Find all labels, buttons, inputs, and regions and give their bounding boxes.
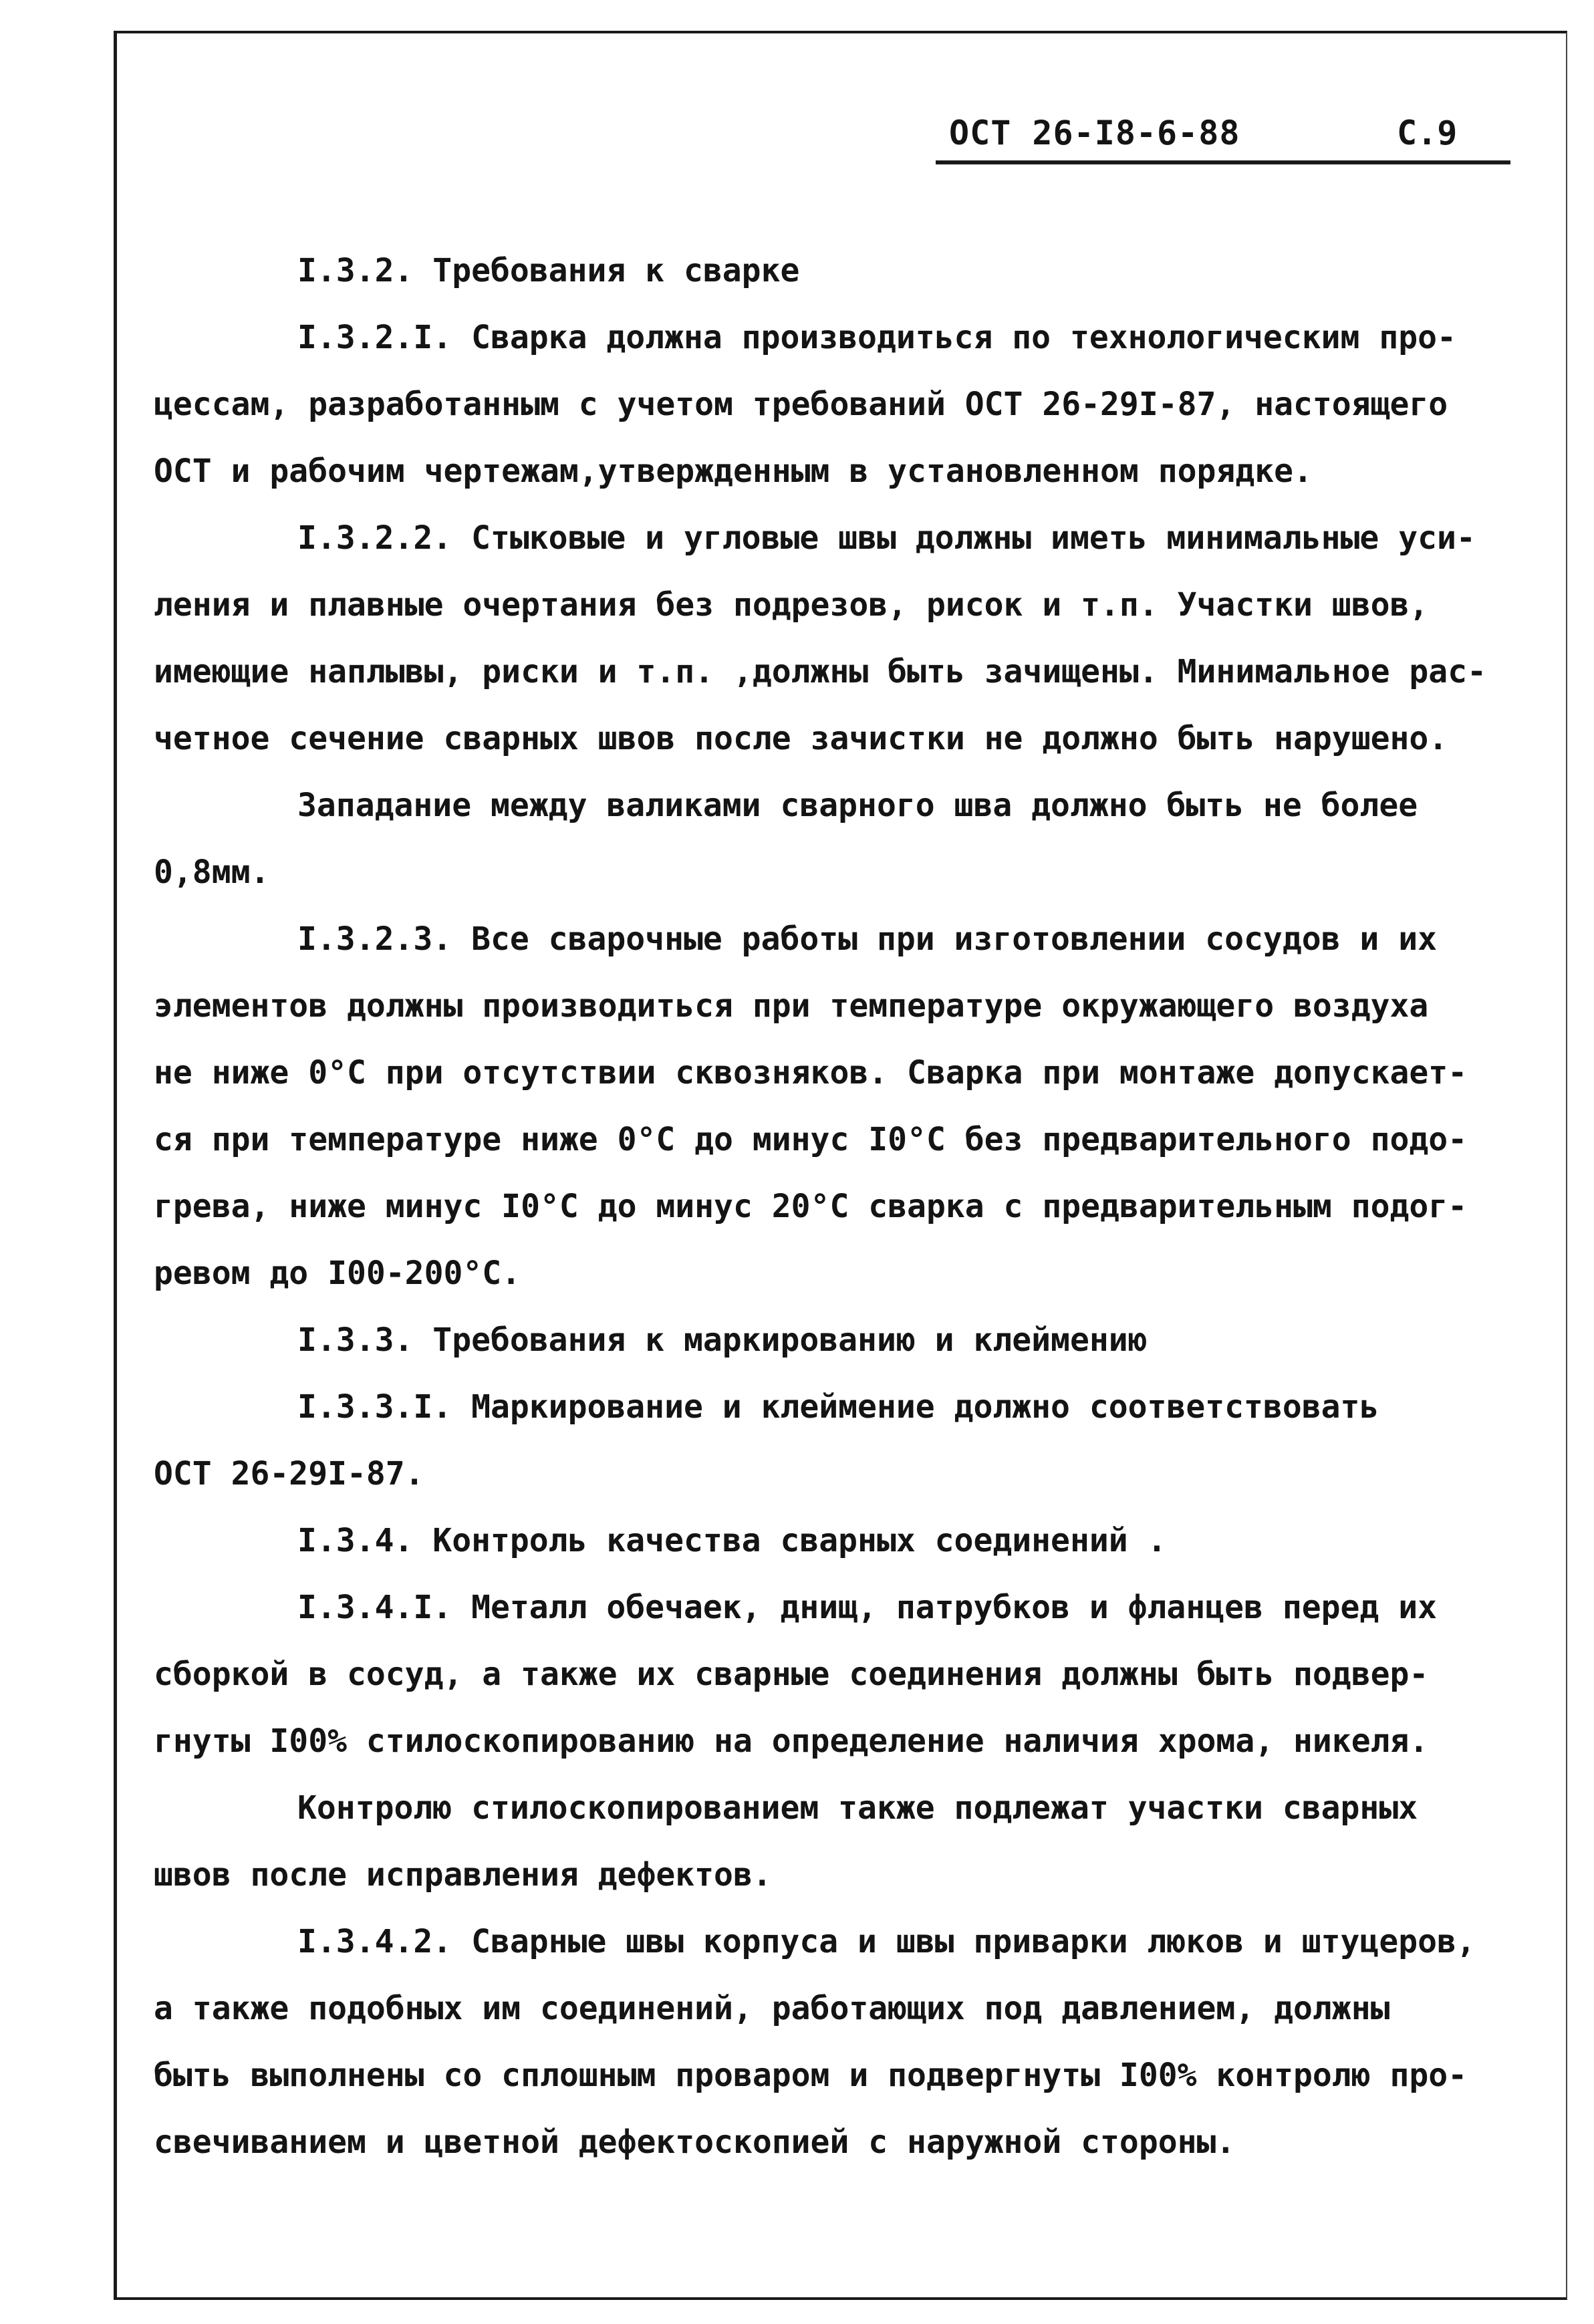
text-line: ОСТ 26-29I-87. bbox=[154, 1455, 424, 1493]
text-line: не ниже 0°С при отсутствии сквозняков. Сварка при монтаже допускает- bbox=[154, 1054, 1468, 1091]
document-body bbox=[154, 237, 1517, 2176]
text-line: сборкой в сосуд, а также их сварные соединения должны быть подвер- bbox=[154, 1656, 1429, 1693]
text-line: I.3.2.2. Стыковые и угловые швы должны иметь минимальные уси- bbox=[297, 519, 1476, 557]
page-header bbox=[936, 107, 1510, 164]
text-line: 0,8мм. bbox=[154, 854, 270, 891]
text-line: ревом до I00-200°С. bbox=[154, 1255, 521, 1292]
text-line: I.3.4.2. Сварные швы корпуса и швы приварки люков и штуцеров, bbox=[297, 1923, 1476, 1960]
section-heading: I.3.4. Контроль качества сварных соединений . bbox=[297, 1522, 1167, 1559]
text-line: I.3.2.I. Сварка должна производиться по технологическим про- bbox=[297, 319, 1456, 356]
text-line: ся при температуре ниже 0°С до минус I0°С без предварительного подо- bbox=[154, 1121, 1468, 1158]
text-line: быть выполнены со сплошным проваром и подвергнуты I00% контролю про- bbox=[154, 2057, 1468, 2094]
section-heading: I.3.2. Требования к сварке bbox=[297, 252, 800, 289]
document-code: ОСТ 26-I8-6-88 bbox=[949, 114, 1240, 152]
page-number: С.9 bbox=[1397, 114, 1458, 152]
text-line: I.3.4.I. Металл обечаек, днищ, патрубков и фланцев перед их bbox=[297, 1589, 1438, 1626]
text-line: гнуты I00% стилоскопированию на определение наличия хрома, никеля. bbox=[154, 1722, 1429, 1760]
text-line: цессам, разработанным с учетом требований ОСТ 26-29I-87, настоящего bbox=[154, 386, 1448, 423]
text-line: свечиванием и цветной дефектоскопией с наружной стороны. bbox=[154, 2123, 1236, 2161]
text-line: Западание между валиками сварного шва должно быть не более bbox=[297, 787, 1418, 824]
text-line: а также подобных им соединений, работающих под давлением, должны bbox=[154, 1990, 1390, 2027]
text-line: ления и плавные очертания без подрезов, рисок и т.п. Участки швов, bbox=[154, 586, 1429, 624]
text-line: I.3.3.I. Маркирование и клеймение должно соответствовать bbox=[297, 1388, 1379, 1426]
text-line: элементов должны производиться при температуре окружающего воздуха bbox=[154, 987, 1429, 1025]
text-line: Контролю стилоскопированием также подлежат участки сварных bbox=[297, 1789, 1418, 1827]
text-line: швов после исправления дефектов. bbox=[154, 1856, 772, 1894]
text-line: I.3.2.3. Все сварочные работы при изготовлении сосудов и их bbox=[297, 920, 1438, 958]
text-line: четное сечение сварных швов после зачистки не должно быть нарушено. bbox=[154, 720, 1448, 757]
text-line: имеющие наплывы, риски и т.п. ,должны быть зачищены. Минимальное рас- bbox=[154, 653, 1486, 690]
section-heading: I.3.3. Требования к маркированию и клеймению bbox=[297, 1321, 1148, 1359]
text-line: ОСТ и рабочим чертежам,утвержденным в установленном порядке. bbox=[154, 453, 1313, 490]
text-line: грева, ниже минус I0°С до минус 20°С сварка с предварительным подог- bbox=[154, 1188, 1468, 1225]
